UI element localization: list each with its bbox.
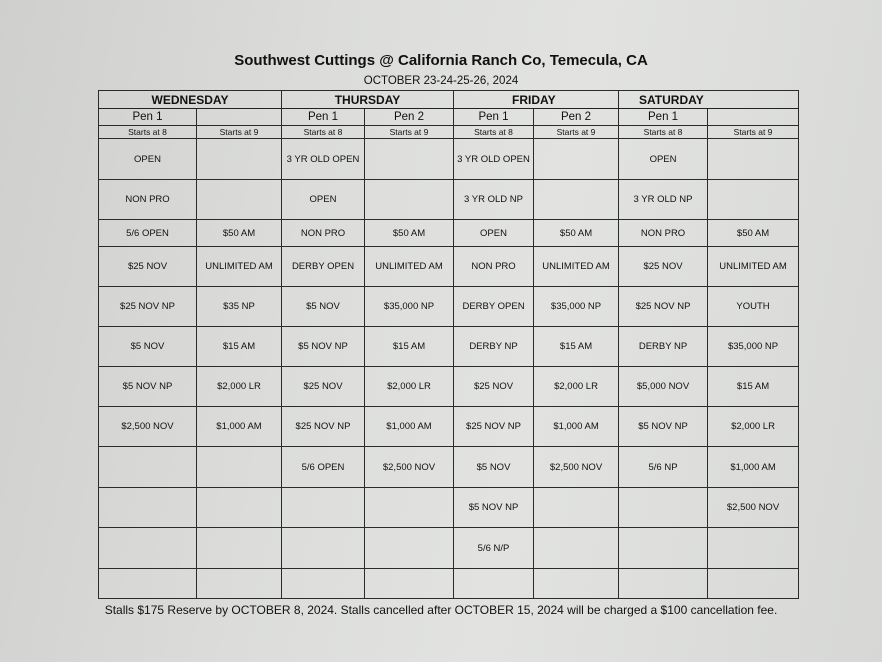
event-cell: $25 NOV: [99, 247, 197, 287]
event-cell: $1,000 AM: [534, 407, 619, 447]
event-cell: [282, 528, 365, 569]
event-cell: $25 NOV NP: [282, 407, 365, 447]
event-row: [99, 247, 799, 287]
event-cell: $35,000 NP: [534, 287, 619, 327]
start-time-row: [99, 126, 799, 139]
event-cell: [534, 139, 619, 180]
event-cell: [534, 528, 619, 569]
event-cell: YOUTH: [708, 287, 799, 327]
event-cell: $50 AM: [365, 220, 454, 247]
event-cell: 5/6 NP: [619, 447, 708, 488]
event-cell: $50 AM: [197, 220, 282, 247]
pen-label-cell: Pen 1: [454, 109, 534, 126]
event-cell: [708, 139, 799, 180]
event-cell: OPEN: [99, 139, 197, 180]
event-row: [99, 488, 799, 528]
day-header-row: [99, 91, 799, 109]
event-cell: 5/6 N/P: [454, 528, 534, 569]
event-cell: [99, 528, 197, 569]
event-cell: NON PRO: [282, 220, 365, 247]
event-cell: [99, 569, 197, 599]
event-cell: UNLIMITED AM: [197, 247, 282, 287]
event-row: [99, 139, 799, 180]
event-cell: [534, 569, 619, 599]
event-cell: [708, 180, 799, 220]
event-cell: 3 YR OLD OPEN: [454, 139, 534, 180]
event-cell: $25 NOV NP: [99, 287, 197, 327]
event-cell: [99, 447, 197, 488]
event-cell: [619, 488, 708, 528]
pen-label-cell: Pen 1: [619, 109, 708, 126]
event-cell: $35,000 NP: [708, 327, 799, 367]
event-cell: $2,000 LR: [534, 367, 619, 407]
event-cell: [197, 528, 282, 569]
event-cell: UNLIMITED AM: [708, 247, 799, 287]
event-cell: [197, 180, 282, 220]
event-cell: NON PRO: [454, 247, 534, 287]
pen-label-cell: Pen 2: [365, 109, 454, 126]
event-cell: DERBY NP: [454, 327, 534, 367]
event-cell: [197, 569, 282, 599]
event-cell: $1,000 AM: [197, 407, 282, 447]
pen-label-cell: Pen 1: [99, 109, 197, 126]
event-cell: [197, 447, 282, 488]
pen-label-cell: [197, 109, 282, 126]
event-cell: $2,500 NOV: [365, 447, 454, 488]
page-title: Southwest Cuttings @ California Ranch Co, Temecula, CA: [234, 52, 648, 69]
event-cell: [197, 139, 282, 180]
event-cell: $25 NOV: [619, 247, 708, 287]
event-cell: NON PRO: [619, 220, 708, 247]
event-cell: 3 YR OLD NP: [619, 180, 708, 220]
start-time-cell: Starts at 9: [365, 126, 454, 139]
event-cell: $50 AM: [708, 220, 799, 247]
event-cell: [708, 569, 799, 599]
stall-policy-note: Stalls $175 Reserve by OCTOBER 8, 2024. Stalls cancelled after OCTOBER 15, 2024 will be charged a $100 cancellation fee.: [104, 603, 778, 617]
event-cell: $50 AM: [534, 220, 619, 247]
event-cell: DERBY OPEN: [282, 247, 365, 287]
event-cell: $5 NOV NP: [454, 488, 534, 528]
event-cell: [197, 488, 282, 528]
event-cell: $5 NOV: [282, 287, 365, 327]
event-row: [99, 528, 799, 569]
event-cell: [365, 528, 454, 569]
event-cell: [534, 180, 619, 220]
event-cell: OPEN: [282, 180, 365, 220]
event-cell: [365, 569, 454, 599]
event-cell: $2,500 NOV: [708, 488, 799, 528]
event-cell: [282, 488, 365, 528]
event-cell: $5 NOV NP: [99, 367, 197, 407]
day-header-friday: FRIDAY: [454, 91, 619, 109]
event-cell: $25 NOV NP: [454, 407, 534, 447]
start-time-cell: Starts at 8: [282, 126, 365, 139]
event-cell: [534, 488, 619, 528]
event-row: [99, 180, 799, 220]
event-cell: $2,000 LR: [197, 367, 282, 407]
event-cell: [454, 569, 534, 599]
event-row: [99, 220, 799, 247]
event-row: [99, 287, 799, 327]
schedule-table: [98, 90, 799, 599]
event-row: [99, 407, 799, 447]
start-time-cell: Starts at 9: [534, 126, 619, 139]
event-cell: NON PRO: [99, 180, 197, 220]
event-cell: [365, 180, 454, 220]
event-cell: $5 NOV NP: [282, 327, 365, 367]
event-row: [99, 367, 799, 407]
event-cell: UNLIMITED AM: [365, 247, 454, 287]
event-cell: 5/6 OPEN: [282, 447, 365, 488]
pen-label-cell: [708, 109, 799, 126]
start-time-cell: Starts at 8: [454, 126, 534, 139]
event-row: [99, 327, 799, 367]
event-cell: [708, 528, 799, 569]
event-cell: $15 AM: [534, 327, 619, 367]
event-cell: $15 AM: [197, 327, 282, 367]
event-cell: 3 YR OLD NP: [454, 180, 534, 220]
event-cell: $1,000 AM: [708, 447, 799, 488]
day-header-thursday: THURSDAY: [282, 91, 454, 109]
event-cell: $2,500 NOV: [99, 407, 197, 447]
pen-row: [99, 109, 799, 126]
event-cell: DERBY NP: [619, 327, 708, 367]
event-cell: $1,000 AM: [365, 407, 454, 447]
event-cell: $25 NOV NP: [619, 287, 708, 327]
start-time-cell: Starts at 9: [197, 126, 282, 139]
event-cell: OPEN: [619, 139, 708, 180]
event-cell: $5 NOV: [454, 447, 534, 488]
event-cell: $25 NOV: [282, 367, 365, 407]
event-cell: [365, 139, 454, 180]
pen-label-cell: Pen 2: [534, 109, 619, 126]
event-cell: $15 AM: [365, 327, 454, 367]
day-header-wednesday: WEDNESDAY: [99, 91, 282, 109]
event-cell: $5 NOV: [99, 327, 197, 367]
event-cell: $35,000 NP: [365, 287, 454, 327]
pen-label-cell: Pen 1: [282, 109, 365, 126]
event-cell: $5,000 NOV: [619, 367, 708, 407]
event-cell: $2,000 LR: [365, 367, 454, 407]
start-time-cell: Starts at 8: [99, 126, 197, 139]
event-cell: DERBY OPEN: [454, 287, 534, 327]
event-cell: 3 YR OLD OPEN: [282, 139, 365, 180]
event-cell: [365, 488, 454, 528]
event-cell: [619, 569, 708, 599]
event-cell: $2,000 LR: [708, 407, 799, 447]
event-cell: [619, 528, 708, 569]
event-cell: 5/6 OPEN: [99, 220, 197, 247]
start-time-cell: Starts at 9: [708, 126, 799, 139]
event-cell: $2,500 NOV: [534, 447, 619, 488]
day-header-saturday: SATURDAY: [619, 91, 799, 109]
event-cell: $25 NOV: [454, 367, 534, 407]
event-cell: [282, 569, 365, 599]
event-cell: $5 NOV NP: [619, 407, 708, 447]
event-cell: [99, 488, 197, 528]
start-time-cell: Starts at 8: [619, 126, 708, 139]
event-cell: UNLIMITED AM: [534, 247, 619, 287]
event-row: [99, 447, 799, 488]
event-cell: $35 NP: [197, 287, 282, 327]
event-row: [99, 569, 799, 599]
event-dates: OCTOBER 23-24-25-26, 2024: [363, 75, 519, 87]
event-cell: OPEN: [454, 220, 534, 247]
event-cell: $15 AM: [708, 367, 799, 407]
